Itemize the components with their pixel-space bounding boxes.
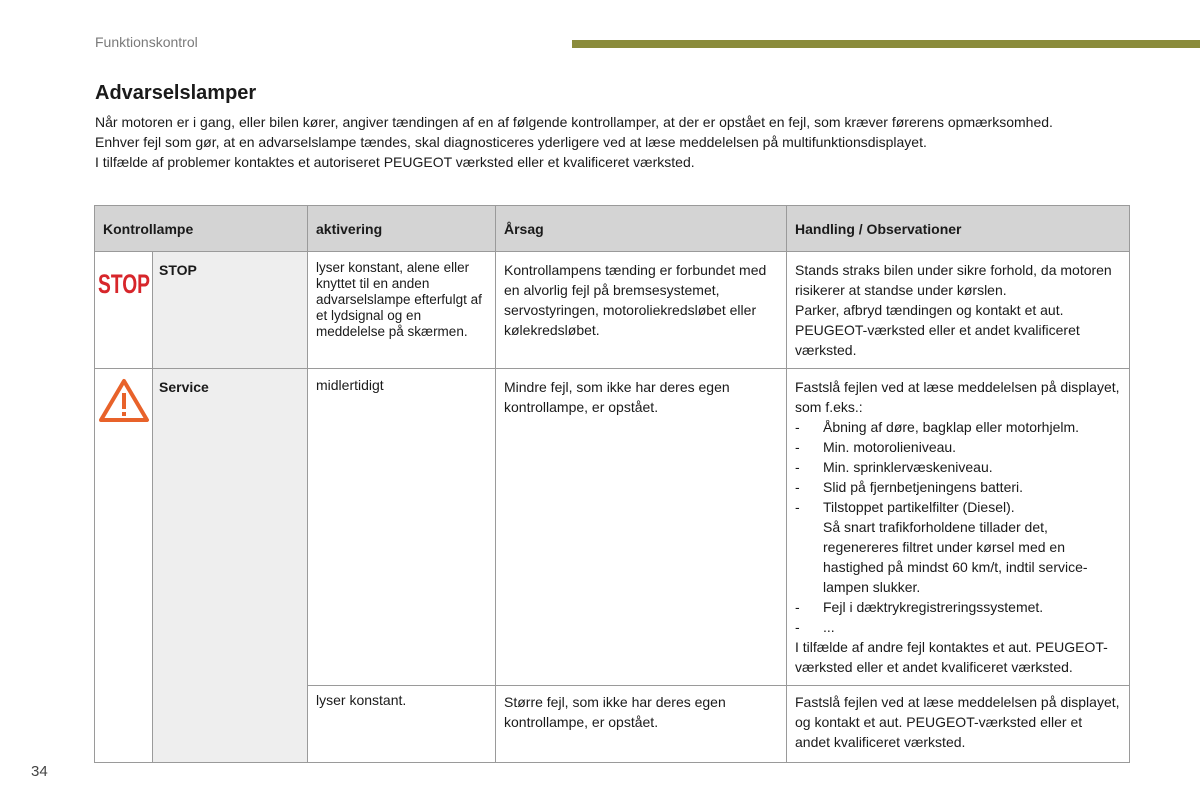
list-item-text: Min. sprinklervæskeniveau. [823,459,993,475]
lamp-name-service: Service [153,369,308,763]
page-number: 34 [31,763,48,780]
fault-list [795,417,1121,637]
list-dash: - [795,619,800,635]
handling-outro: I tilfælde af andre fejl kontaktes et aut. PEUGEOT-værksted eller et andet kvalificeret værksted. [795,639,1108,675]
table-row-service-temporary [95,369,1130,686]
list-item-text: Min. motorolieniveau. [823,439,957,455]
lamp-name-stop: STOP [153,252,308,369]
stop-icon-text: STOP [97,269,150,299]
column-header-activation: aktivering [308,206,496,252]
intro-paragraph: Enhver fejl som gør, at en advarselslampe tændes, skal diagnosticeres yderligere ved at læse meddelelsen på multifunktionsdisplayet. [95,134,927,150]
intro-paragraph: I tilfælde af problemer kontaktes et autoriseret PEUGEOT værksted eller et kvalificeret værksted. [95,154,695,170]
handling-service-constant: Fastslå fejlen ved at læse meddelelsen på displayet, og kontakt et aut. PEUGEOT-værksted eller et andet kvalificeret værksted. [787,686,1130,763]
table-row-stop [95,252,1130,369]
list-item-text: Slid på fjernbetjeningens batteri. [823,479,1024,495]
list-dash: - [795,479,800,495]
list-item [795,477,1121,497]
column-header-handling: Handling / Observationer [787,206,1130,252]
handling-line: Parker, afbryd tændingen og kontakt et aut. PEUGEOT-værksted eller et andet kvalificeret værksted. [795,302,1080,358]
handling-service-temporary [787,369,1130,686]
list-item [795,417,1121,437]
list-dash: - [795,599,800,615]
cause-service-temporary: Mindre fejl, som ikke har deres egen kontrollampe, er opstået. [496,369,787,686]
warning-lamps-table [94,205,1130,763]
list-item-text: Tilstoppet partikelfilter (Diesel). [823,499,1015,515]
header-accent-bar [572,40,1200,48]
cause-service-constant: Større fejl, som ikke har deres egen kontrollampe, er opstået. [496,686,787,763]
intro-paragraph: Når motoren er i gang, eller bilen kører, angiver tændingen af en af følgende kontrollamper, at der er opstået en fejl, som kræver førerens opmærksomhed. [95,114,1053,130]
stop-warning-icon [97,268,151,298]
list-item-text: Åbning af døre, bagklap eller motorhjelm. [823,419,1080,435]
column-header-cause: Årsag [496,206,787,252]
intro-text [95,112,1155,172]
list-dash: - [795,499,800,515]
section-label: Funktionskontrol [95,34,198,50]
list-item [795,457,1121,477]
list-item-text: Fejl i dæktrykregistreringssystemet. [823,599,1044,615]
column-header-lamp: Kontrollampe [95,206,308,252]
list-item [795,617,1121,637]
activation-stop: lyser konstant, alene eller knyttet til en anden advarselslampe efterfulgt af et lydsignal og en meddelelse på skærmen. [308,252,496,369]
list-dash: - [795,439,800,455]
cause-stop: Kontrollampens tænding er forbundet med en alvorlig fejl på bremsesystemet, servostyringen, motoroliekredsløbet eller kølekredsløbet. [496,252,787,369]
list-item-text: ... [823,619,835,635]
list-item [795,437,1121,457]
handling-stop [787,252,1130,369]
handling-intro: Fastslå fejlen ved at læse meddelelsen på displayet, som f.eks.: [795,379,1120,415]
activation-service-temporary: midlertidigt [308,369,496,686]
list-item [795,597,1121,617]
filter-note: Så snart trafikforholdene tillader det, regenereres filtret under kørsel med en hastighed på mindst 60 km/t, indtil service-lampen slukker. [823,519,1088,595]
handling-line: Stands straks bilen under sikre forhold, da motoren risikerer at standse under kørslen. [795,262,1112,298]
list-dash: - [795,459,800,475]
list-item [795,497,1121,597]
page-title: Advarselslamper [95,82,257,104]
activation-service-constant: lyser konstant. [308,686,496,763]
stop-icon-cell [95,252,153,369]
service-icon-cell [95,369,153,763]
list-dash: - [795,419,800,435]
warning-triangle-icon [98,377,150,423]
table-header-row [95,206,1130,252]
